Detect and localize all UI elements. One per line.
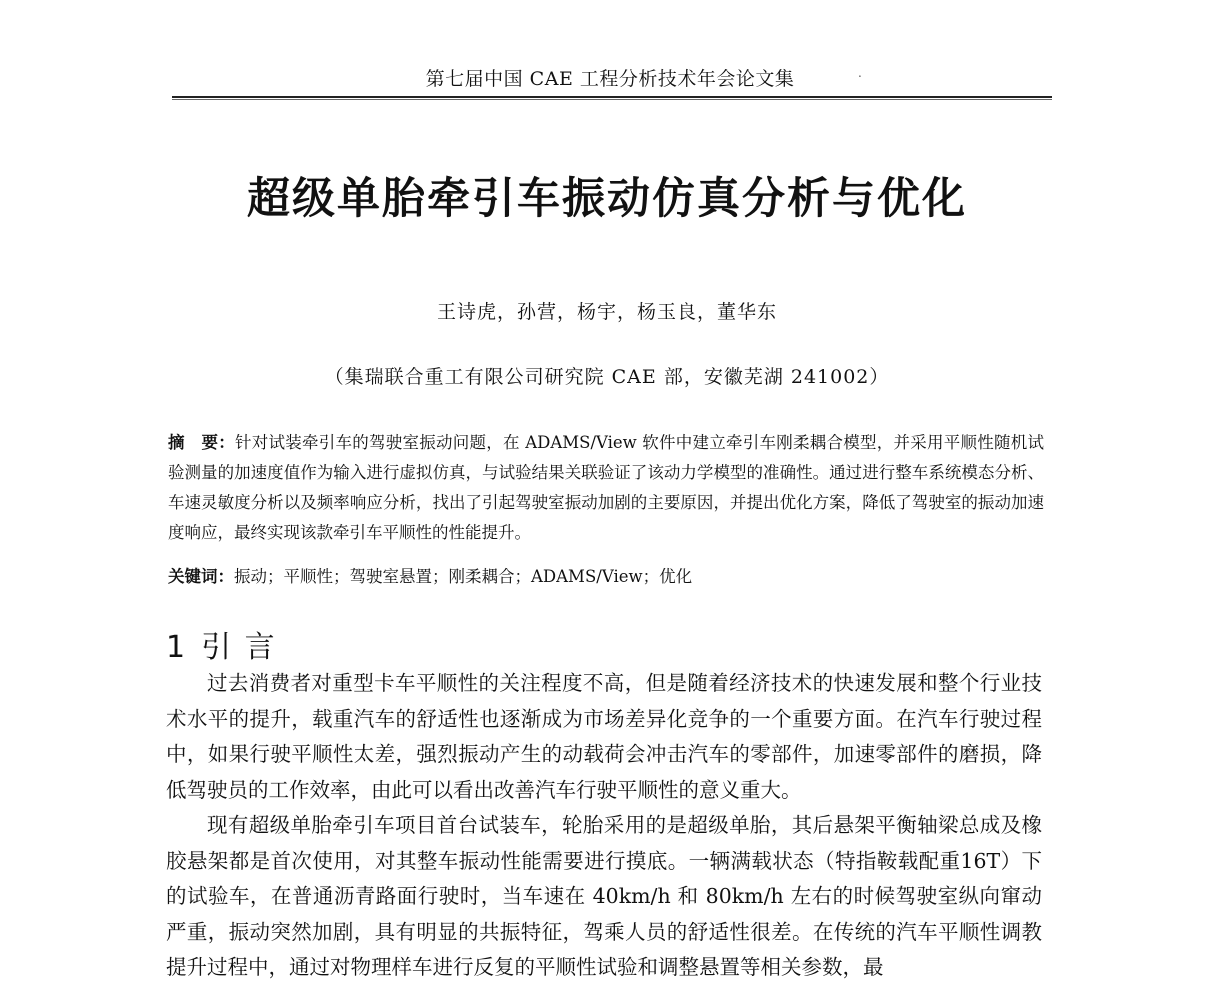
header-dot-mark: . <box>858 66 862 80</box>
section-title: 引 言 <box>201 630 277 665</box>
author-affiliation: （集瑞联合重工有限公司研究院 CAE 部，安徽芜湖 241002） <box>324 366 890 388</box>
running-header: 第七届中国 CAE 工程分析技术年会论文集 <box>425 68 795 90</box>
section-heading-1 <box>166 622 277 666</box>
keywords-label: 关键词： <box>168 567 234 586</box>
abstract <box>168 428 1044 548</box>
author-list: 王诗虎，孙营，杨宇，杨玉良，董华东 <box>436 301 777 323</box>
abstract-label: 摘 要： <box>168 433 235 452</box>
paper-title: 超级单胎牵引车振动仿真分析与优化 <box>247 174 967 224</box>
body-paragraph: 过去消费者对重型卡车平顺性的关注程度不高，但是随着经济技术的快速发展和整个行业技术水平的提升，载重汽车的舒适性也逐渐成为市场差异化竞争的一个重要方面。在汽车行驶过程中，如果行驶平顺性太差，强烈振动产生的动载荷会冲击汽车的零部件，加速零部件的磨损，降低驾驶员的工作效率，由此可以看出改善汽车行驶平顺性的意义重大。 <box>166 671 1042 802</box>
section-number: 1 <box>166 630 188 665</box>
body-paragraph: 现有超级单胎牵引车项目首台试装车，轮胎采用的是超级单胎，其后悬架平衡轴梁总成及橡胶悬架都是首次使用，对其整车振动性能需要进行摸底。一辆满载状态（特指鞍载配重16T）下的试验车，在普通沥青路面行驶时，当车速在 40km/h 和 80km/h 左右的时候驾驶室纵向窜动严重，振动突然加剧，具有明显的共振特征，驾乘人员的舒适性很差。在传统的汽车平顺性调教提升过程中，通过对物理样车进行反复的平顺性试验和调整悬置等相关参数，最 <box>166 813 1042 979</box>
header-rule-thin <box>172 99 1052 100</box>
keywords <box>168 562 1044 592</box>
section-body <box>166 666 1042 986</box>
keywords-text: 振动；平顺性；驾驶室悬置；刚柔耦合；ADAMS/View；优化 <box>234 567 693 586</box>
abstract-text: 针对试装牵引车的驾驶室振动问题，在 ADAMS/View 软件中建立牵引车刚柔耦合模型，并采用平顺性随机试验测量的加速度值作为输入进行虚拟仿真，与试验结果关联验证了该动力学模型的准确性。通过进行整车系统模态分析、车速灵敏度分析以及频率响应分析，找出了引起驾驶室振动加剧的主要原因，并提出优化方案，降低了驾驶室的振动加速度响应，最终实现该款牵引车平顺性的性能提升。 <box>168 433 1044 542</box>
header-rule <box>172 96 1052 98</box>
